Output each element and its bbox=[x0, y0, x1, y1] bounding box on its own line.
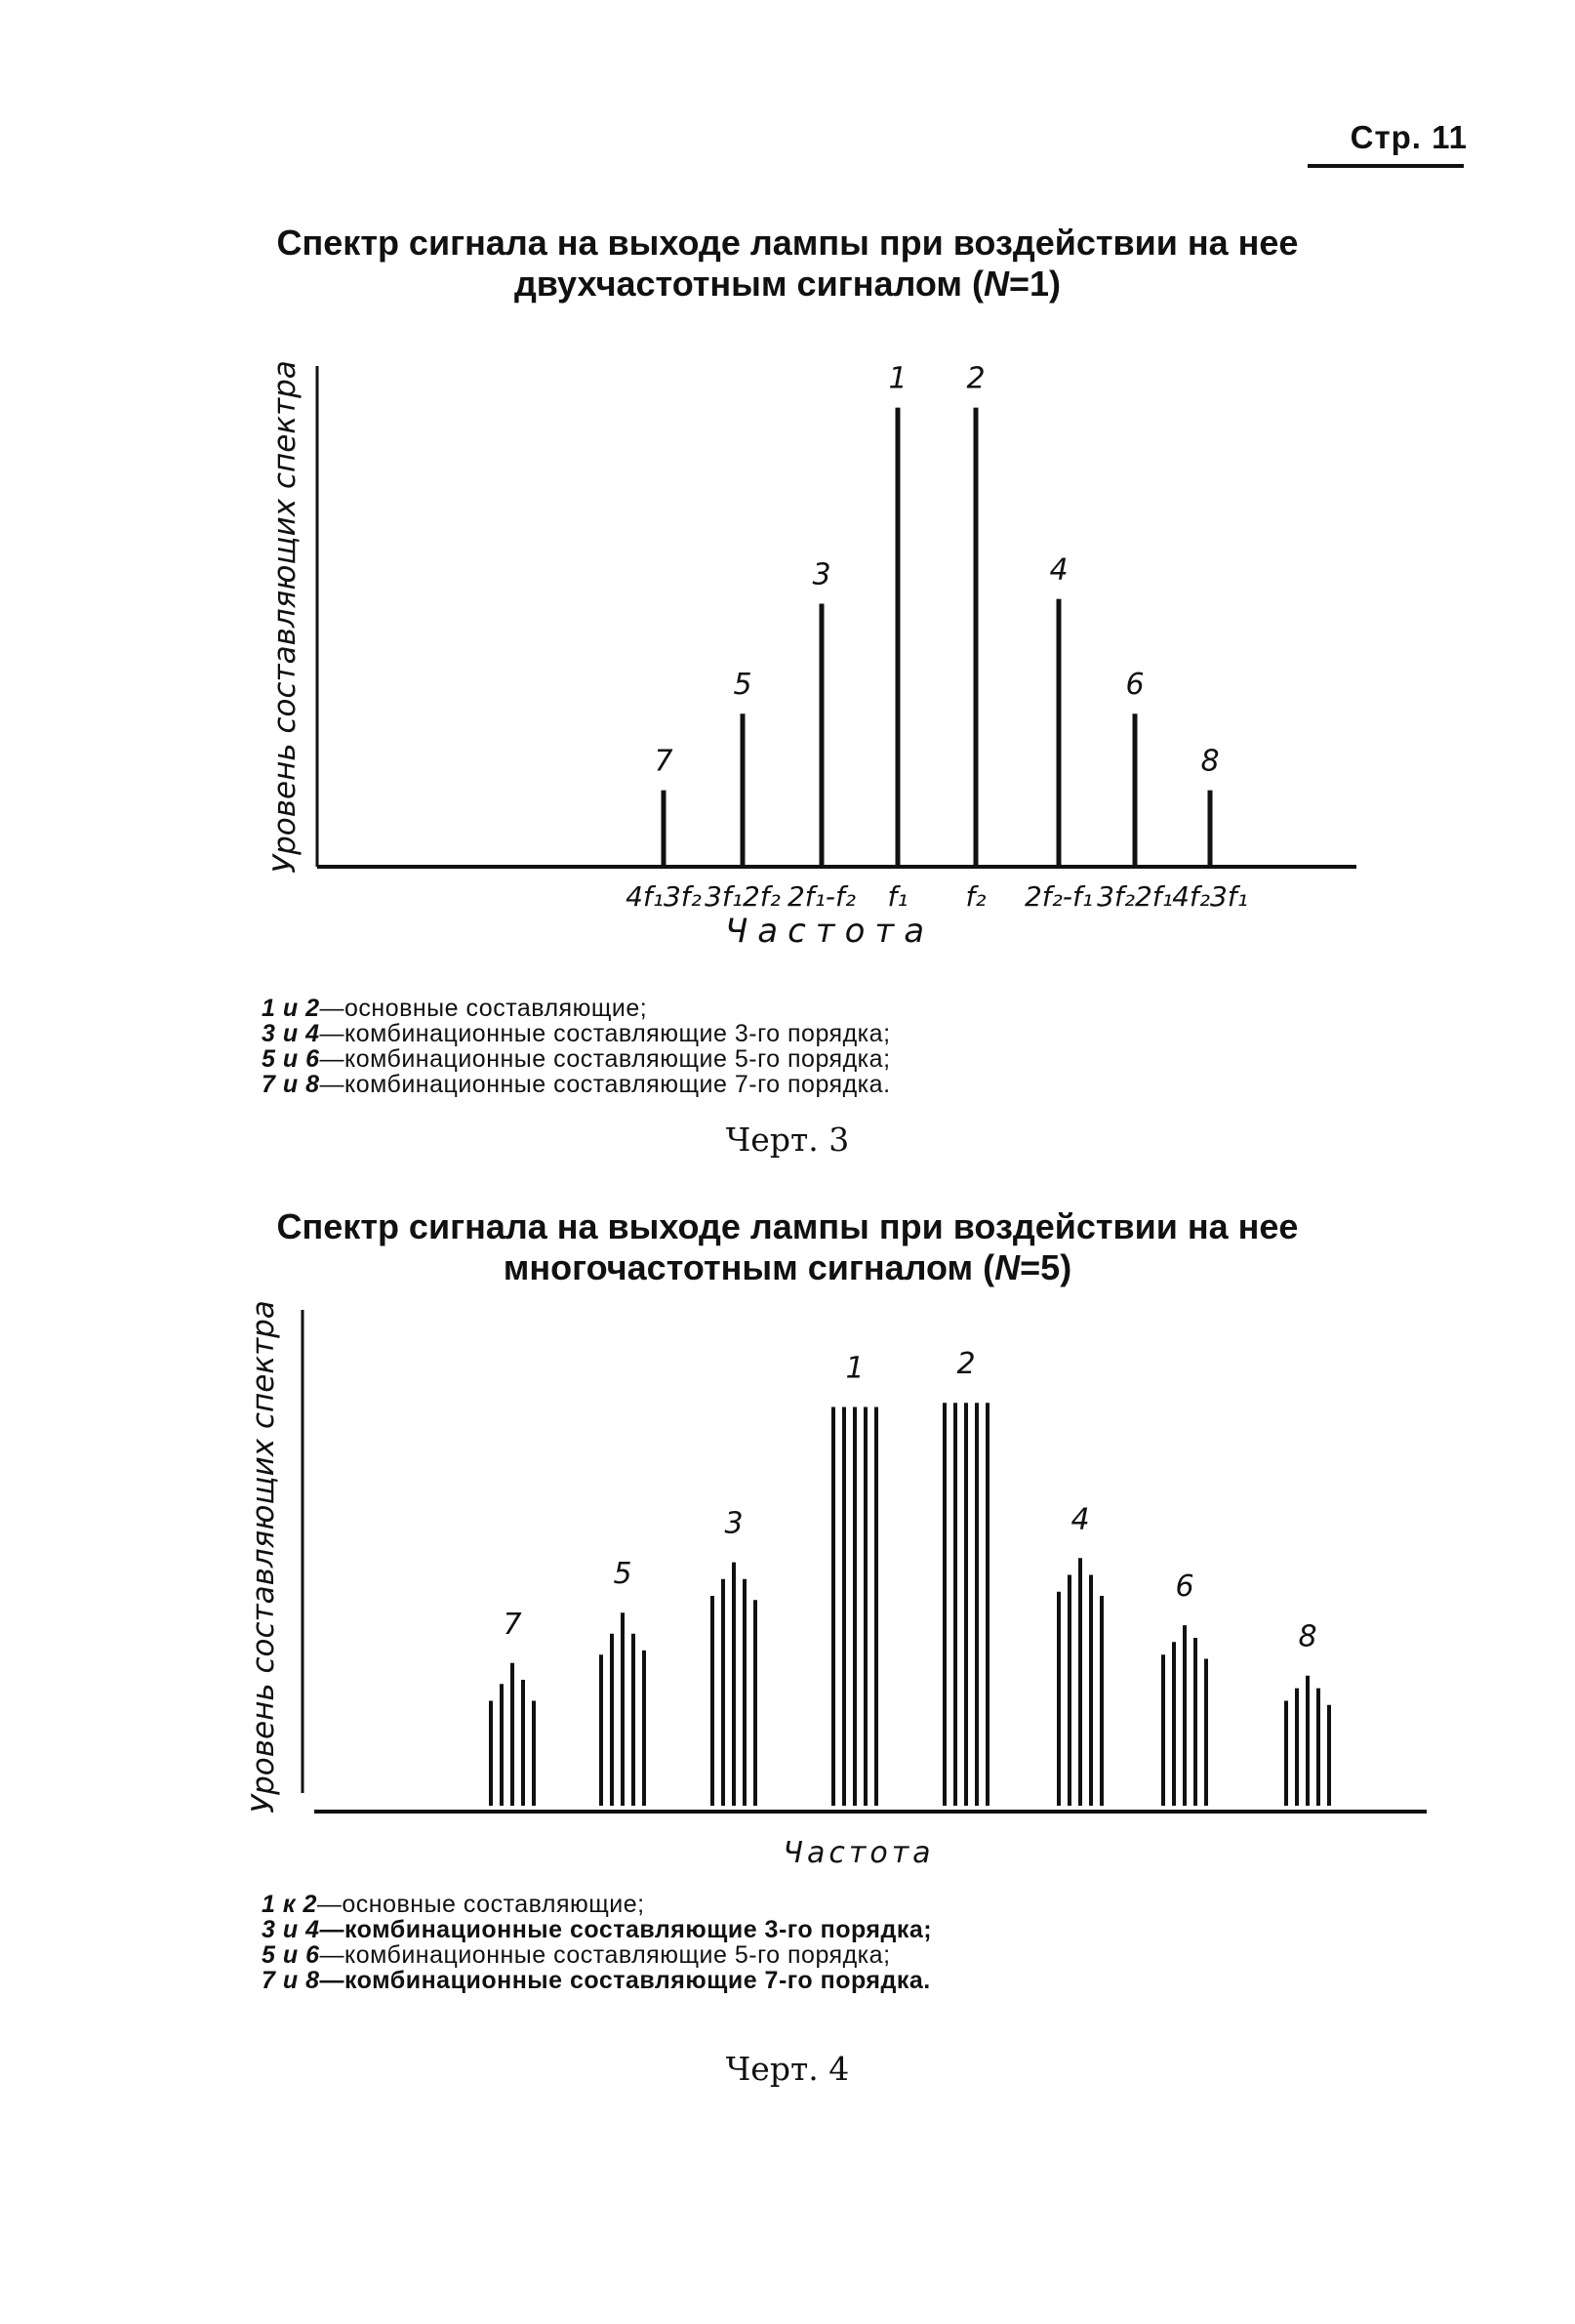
chart1-tick-label: f₂ bbox=[965, 880, 987, 913]
chart1-tick-label: 4f₂3f₁ bbox=[1172, 880, 1248, 913]
chart1-bar-number: 5 bbox=[733, 668, 752, 703]
chart2-legend bbox=[262, 1892, 932, 1993]
legend-keys: 7 и 8 bbox=[262, 1967, 320, 1994]
chart2-group-number: 3 bbox=[724, 1506, 744, 1541]
legend-text: —комбинационные составляющие 3-го порядка; bbox=[319, 1020, 891, 1047]
chart1-tick-label: 2f₁-f₂ bbox=[787, 880, 857, 913]
chart1-legend bbox=[262, 996, 891, 1097]
chart1-y-axis-label: Уровень составляющих спектра bbox=[267, 360, 303, 874]
chart1-tick-label: 3f₂2f₁ bbox=[1097, 880, 1173, 913]
legend-text: —комбинационные составляющие 5-го порядка; bbox=[319, 1045, 891, 1073]
chart1-legend-row bbox=[262, 996, 891, 1021]
chart2-plot bbox=[0, 1269, 1575, 1874]
chart2-legend-row bbox=[262, 1917, 932, 1942]
chart1-x-axis-label: Частота bbox=[724, 912, 935, 951]
legend-keys: 5 и 6 bbox=[262, 1045, 320, 1073]
legend-keys: 5 и 6 bbox=[262, 1941, 320, 1969]
legend-keys: 3 и 4 bbox=[262, 1916, 320, 1943]
chart2-group-number: 2 bbox=[956, 1347, 976, 1382]
chart1-tick-label: f₁ bbox=[887, 880, 909, 913]
chart2-group-number: 4 bbox=[1070, 1502, 1090, 1537]
legend-text: —комбинационные составляющие 3-го порядка; bbox=[319, 1916, 933, 1943]
chart2-caption: Черт. 4 bbox=[725, 2050, 850, 2088]
chart1-title-suffix: =1) bbox=[1009, 264, 1062, 304]
chart1-legend-row bbox=[262, 1046, 891, 1072]
chart1-tick-label: 3f₁2f₂ bbox=[705, 880, 781, 913]
chart1-bar-number: 2 bbox=[966, 361, 986, 396]
legend-keys: 1 и 2 bbox=[262, 995, 320, 1022]
chart1-bar-number: 7 bbox=[654, 744, 673, 779]
chart2-title-n: N bbox=[994, 1247, 1021, 1287]
chart1-legend-row bbox=[262, 1021, 891, 1046]
legend-text: —основные составляющие; bbox=[319, 995, 648, 1022]
legend-text: —комбинационные составляющие 7-го порядка. bbox=[319, 1967, 931, 1994]
chart2-title-suffix: =5) bbox=[1020, 1247, 1072, 1287]
legend-text: —комбинационные составляющие 5-го порядка; bbox=[319, 1941, 891, 1969]
chart2-legend-row bbox=[262, 1942, 932, 1968]
legend-text: —комбинационные составляющие 7-го порядка. bbox=[319, 1071, 891, 1098]
chart1-bar-number: 6 bbox=[1125, 668, 1145, 703]
chart1-tick-label: 4f₁3f₂ bbox=[626, 880, 702, 913]
legend-keys: 1 к 2 bbox=[262, 1891, 317, 1918]
chart1-title-n: N bbox=[984, 264, 1009, 304]
page-number: Стр. 11 bbox=[1350, 119, 1468, 155]
chart1-caption: Черт. 3 bbox=[725, 1121, 850, 1159]
chart2-title-line1: Спектр сигнала на выходе лампы при воздействии на нее bbox=[276, 1206, 1299, 1246]
chart2-group-number: 7 bbox=[503, 1607, 522, 1642]
chart2-x-axis-label: Частота bbox=[783, 1836, 935, 1870]
chart1-title-prefix: двухчастотным сигналом ( bbox=[513, 264, 984, 304]
chart1-plot bbox=[0, 0, 1575, 976]
chart1-bar-number: 1 bbox=[888, 361, 908, 396]
chart2-group-number: 1 bbox=[845, 1351, 865, 1386]
chart2-title-prefix: многочастотным сигналом ( bbox=[503, 1247, 995, 1287]
chart2-group-number: 5 bbox=[613, 1557, 632, 1592]
chart1-bar-number: 4 bbox=[1049, 552, 1069, 588]
chart2-group-number: 6 bbox=[1175, 1570, 1194, 1605]
legend-text: —основные составляющие; bbox=[316, 1891, 645, 1918]
chart1-bar-number: 8 bbox=[1200, 744, 1220, 779]
chart1-tick-label: 2f₂-f₁ bbox=[1024, 880, 1094, 913]
chart1-bar-number: 3 bbox=[812, 557, 831, 592]
legend-keys: 3 и 4 bbox=[262, 1020, 320, 1047]
chart2-y-axis-label: Уровень составляющих спектра bbox=[246, 1300, 281, 1814]
legend-keys: 7 и 8 bbox=[262, 1071, 320, 1098]
chart2-group-number: 8 bbox=[1298, 1619, 1317, 1654]
chart2-legend-row bbox=[262, 1892, 932, 1917]
chart1-legend-row bbox=[262, 1072, 891, 1097]
chart2-legend-row bbox=[262, 1968, 932, 1993]
chart1-title-line1: Спектр сигнала на выходе лампы при воздействии на нее bbox=[276, 223, 1299, 263]
